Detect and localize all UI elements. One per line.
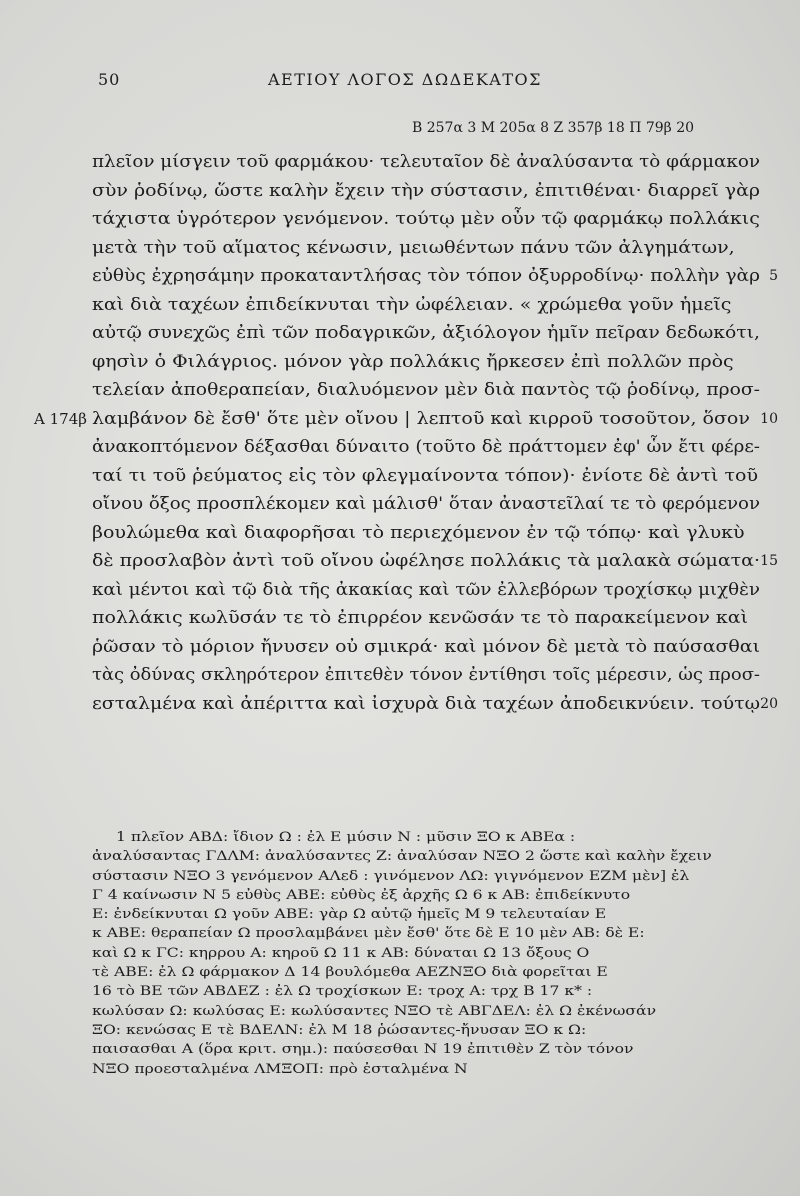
line-number: 20	[760, 695, 778, 712]
apparatus-text: ΝΞΟ προεσταλμένα ΛΜΞΟΠ: πρὸ ἐσταλμένα Ν	[92, 1061, 468, 1077]
line-text: πλεῖον μίσγειν τοῦ φαρμάκου· τελευταῖον δὲ ἀναλύσαντα τὸ φάρμακον	[92, 152, 760, 171]
text-line	[92, 319, 764, 348]
margin-folio-ref: A 174β	[34, 409, 87, 428]
text-line	[92, 604, 764, 633]
apparatus-text: κ ΑΒΕ: θεραπείαν Ω προσλαμβάνει μὲν ἔσθ' ὅτε δὲ Ε 10 μὲν ΑΒ: δὲ Ε:	[92, 926, 645, 942]
apparatus-line	[92, 847, 772, 866]
line-number: 10	[760, 410, 778, 427]
line-text: εσταλμένα καὶ ἀπέριττα καὶ ἰσχυρὰ διὰ ταχέων ἀποδεικνύειν. τούτῳ	[92, 693, 760, 713]
text-line	[92, 177, 764, 206]
text-line	[92, 519, 764, 548]
apparatus-line	[92, 867, 772, 886]
line-text: ῥῶσαν τὸ μόριον ἤνυσεν οὐ σμικρά· καὶ μόνον δὲ μετὰ τὸ παύσασθαι	[92, 636, 760, 656]
critical-apparatus	[92, 828, 772, 1079]
apparatus-text: Ε: ἐνδείκνυται Ω γοῦν ΑΒΕ: γὰρ Ω αὐτῷ ἡμεῖς Μ 9 τελευταίαν Ε	[92, 907, 607, 923]
text-line	[92, 633, 764, 662]
text-line	[92, 148, 764, 177]
line-text: σὺν ῥοδίνῳ, ὥστε καλὴν ἔχειν τὴν σύστασιν, ἐπιτιθέναι· διαρρεῖ γὰρ	[92, 180, 760, 200]
line-text: καὶ διὰ ταχέων ἐπιδείκνυται τὴν ὠφέλειαν. « χρώμεθα γοῦν ἡμεῖς	[92, 294, 732, 314]
text-line	[92, 348, 764, 377]
line-text: τελείαν ἀποθεραπείαν, διαλυόμενον μὲν διὰ παντὸς τῷ ῥοδίνῳ, προσ-	[92, 380, 760, 399]
text-line	[92, 262, 778, 291]
apparatus-text: παισασθαι Α (ὅρα κριτ. σημ.): παύσεσθαι Ν 19 ἐπιτιθὲν Ζ τὸν τόνον	[92, 1042, 634, 1058]
apparatus-line	[92, 982, 772, 1001]
text-line	[92, 234, 764, 263]
text-line	[34, 405, 778, 434]
line-text: ἀνακοπτόμενον δέξασθαι δύναιτο (τοῦτο δὲ πράττομεν ἐφ' ὧν ἔτι φέρε-	[92, 437, 761, 456]
line-text: δὲ προσλαβὸν ἀντὶ τοῦ οἴνου ὠφέλησε πολλάκις τὰ μαλακὰ σώματα·	[92, 551, 760, 570]
apparatus-text: Γ 4 καίνωσιν Ν 5 εὐθὺς ΑΒΕ: εὐθὺς ἐξ ἀρχῆς Ω 6 κ ΑΒ: ἐπιδείκνυτο	[92, 887, 631, 903]
apparatus-text: 1 πλεῖον ΑΒΔ: ἴδιον Ω : ἐλ Ε μύσιν Ν : μῦσιν ΞΟ κ ΑΒΕα :	[116, 830, 576, 845]
text-line	[92, 205, 764, 234]
apparatus-line	[92, 944, 772, 963]
apparatus-text: σύστασιν ΝΞΟ 3 γενόμενον ΑΛεδ : γινόμενον ΛΩ: γιγνόμενον ΕΖΜ μὲν] ἐλ	[92, 868, 690, 884]
apparatus-text: κωλύσαν Ω: κωλύσας Ε: κωλύσαντες ΝΞΟ τὲ ΑΒΓΔΕΛ: ἐλ Ω ἐκένωσάν	[92, 1003, 657, 1019]
apparatus-text: καὶ Ω κ ΓC: κηρρου Α: κηροῦ Ω 11 κ ΑΒ: δύναται Ω 13 ὄξους Ο	[92, 945, 590, 961]
page-number: 50	[98, 70, 121, 89]
line-text: τὰς ὀδύνας σκληρότερον ἐπιτεθὲν τόνον ἐντίθησι τοῖς μέρεσιν, ὡς προσ-	[92, 665, 760, 684]
line-text: μετὰ τὴν τοῦ αἵματος κένωσιν, μειωθέντων πάνυ τῶν ἀλγημάτων,	[92, 237, 735, 257]
line-text: βουλώμεθα καὶ διαφορῆσαι τὸ περιεχόμενον ἐν τῷ τόπῳ· καὶ γλυκὺ	[92, 522, 745, 542]
text-line	[92, 576, 764, 605]
apparatus-line	[92, 886, 772, 905]
apparatus-line	[92, 1002, 772, 1021]
text-line	[92, 462, 764, 491]
text-line	[92, 490, 764, 519]
running-header	[98, 70, 738, 94]
line-text: ταί τι τοῦ ῥεύματος εἰς τὸν φλεγμαίνοντα τόπον)· ἐνίοτε δὲ ἀντὶ τοῦ	[92, 465, 758, 485]
apparatus-line	[92, 924, 772, 943]
text-line	[92, 376, 764, 405]
apparatus-text: 16 τὸ ΒΕ τῶν ΑΒΔΕΖ : ἐλ Ω τροχίσκων Ε: τροχ Α: τρχ Β 17 κ* :	[92, 984, 593, 1000]
text-line	[92, 690, 778, 719]
line-number: 5	[769, 268, 778, 284]
apparatus-text: ἀναλύσαντας ΓΔΛΜ: ἀναλύσαντες Ζ: ἀναλύσαν ΝΞΟ 2 ὥστε καὶ καλὴν ἔχειν	[92, 849, 712, 865]
running-title: ΑΕΤΙΟΥ ΛΟΓΟΣ ΔΩΔΕΚΑΤΟΣ	[268, 70, 542, 89]
text-line	[92, 547, 778, 576]
line-number: 15	[760, 553, 778, 569]
text-line	[92, 433, 764, 462]
line-text: φησὶν ὁ Φιλάγριος. μόνον γὰρ πολλάκις ἤρκεσεν ἐπὶ πολλῶν πρὸς	[92, 351, 734, 371]
line-text: οἴνου ὄξος προσπλέκομεν καὶ μάλισθ' ὅταν ἀναστεῖλαί τε τὸ φερόμενον	[92, 494, 760, 513]
apparatus-line	[92, 1060, 772, 1079]
line-text: αὐτῷ συνεχῶς ἐπὶ τῶν ποδαγρικῶν, ἀξιόλογον ἡμῖν πεῖραν δεδωκότι,	[92, 323, 760, 342]
line-text: λαμβάνον δὲ ἔσθ' ὅτε μὲν οἴνου | λεπτοῦ καὶ κιρροῦ τοσοῦτον, ὅσον	[92, 408, 750, 428]
line-text: καὶ μέντοι καὶ τῷ διὰ τῆς ἀκακίας καὶ τῶν ἐλλεβόρων τροχίσκῳ μιχθὲν	[92, 579, 760, 599]
text-line	[92, 661, 764, 690]
line-text: πολλάκις κωλῦσάν τε τὸ ἐπιρρέον κενῶσάν τε τὸ παρακείμενον καὶ	[92, 608, 749, 627]
text-line	[92, 291, 764, 320]
apparatus-line	[92, 828, 772, 847]
apparatus-line	[92, 963, 772, 982]
line-text: τάχιστα ὑγρότερον γενόμενον. τούτῳ μὲν οὖν τῷ φαρμάκῳ πολλάκις	[92, 209, 760, 228]
manuscript-references: B 257α 3 M 205α 8 Z 357β 18 Π 79β 20	[412, 120, 695, 136]
apparatus-text: τὲ ΑΒΕ: ἐλ Ω φάρμακον Δ 14 βουλόμεθα ΑΕΖΝΞΟ διὰ φορεῖται Ε	[92, 965, 608, 981]
apparatus-line	[92, 1021, 772, 1040]
apparatus-line	[92, 1040, 772, 1059]
line-text: εὐθὺς ἐχρησάμην προκαταντλήσας τὸν τόπον ὀξυρροδίνῳ· πολλὴν γὰρ	[92, 266, 760, 285]
apparatus-line	[92, 905, 772, 924]
main-text	[34, 148, 778, 718]
apparatus-text: ΞΟ: κενώσας Ε τὲ ΒΔΕΛΝ: ἐλ Μ 18 ῥώσαντες-ἤνυσαν ΞΟ κ Ω:	[92, 1022, 587, 1038]
